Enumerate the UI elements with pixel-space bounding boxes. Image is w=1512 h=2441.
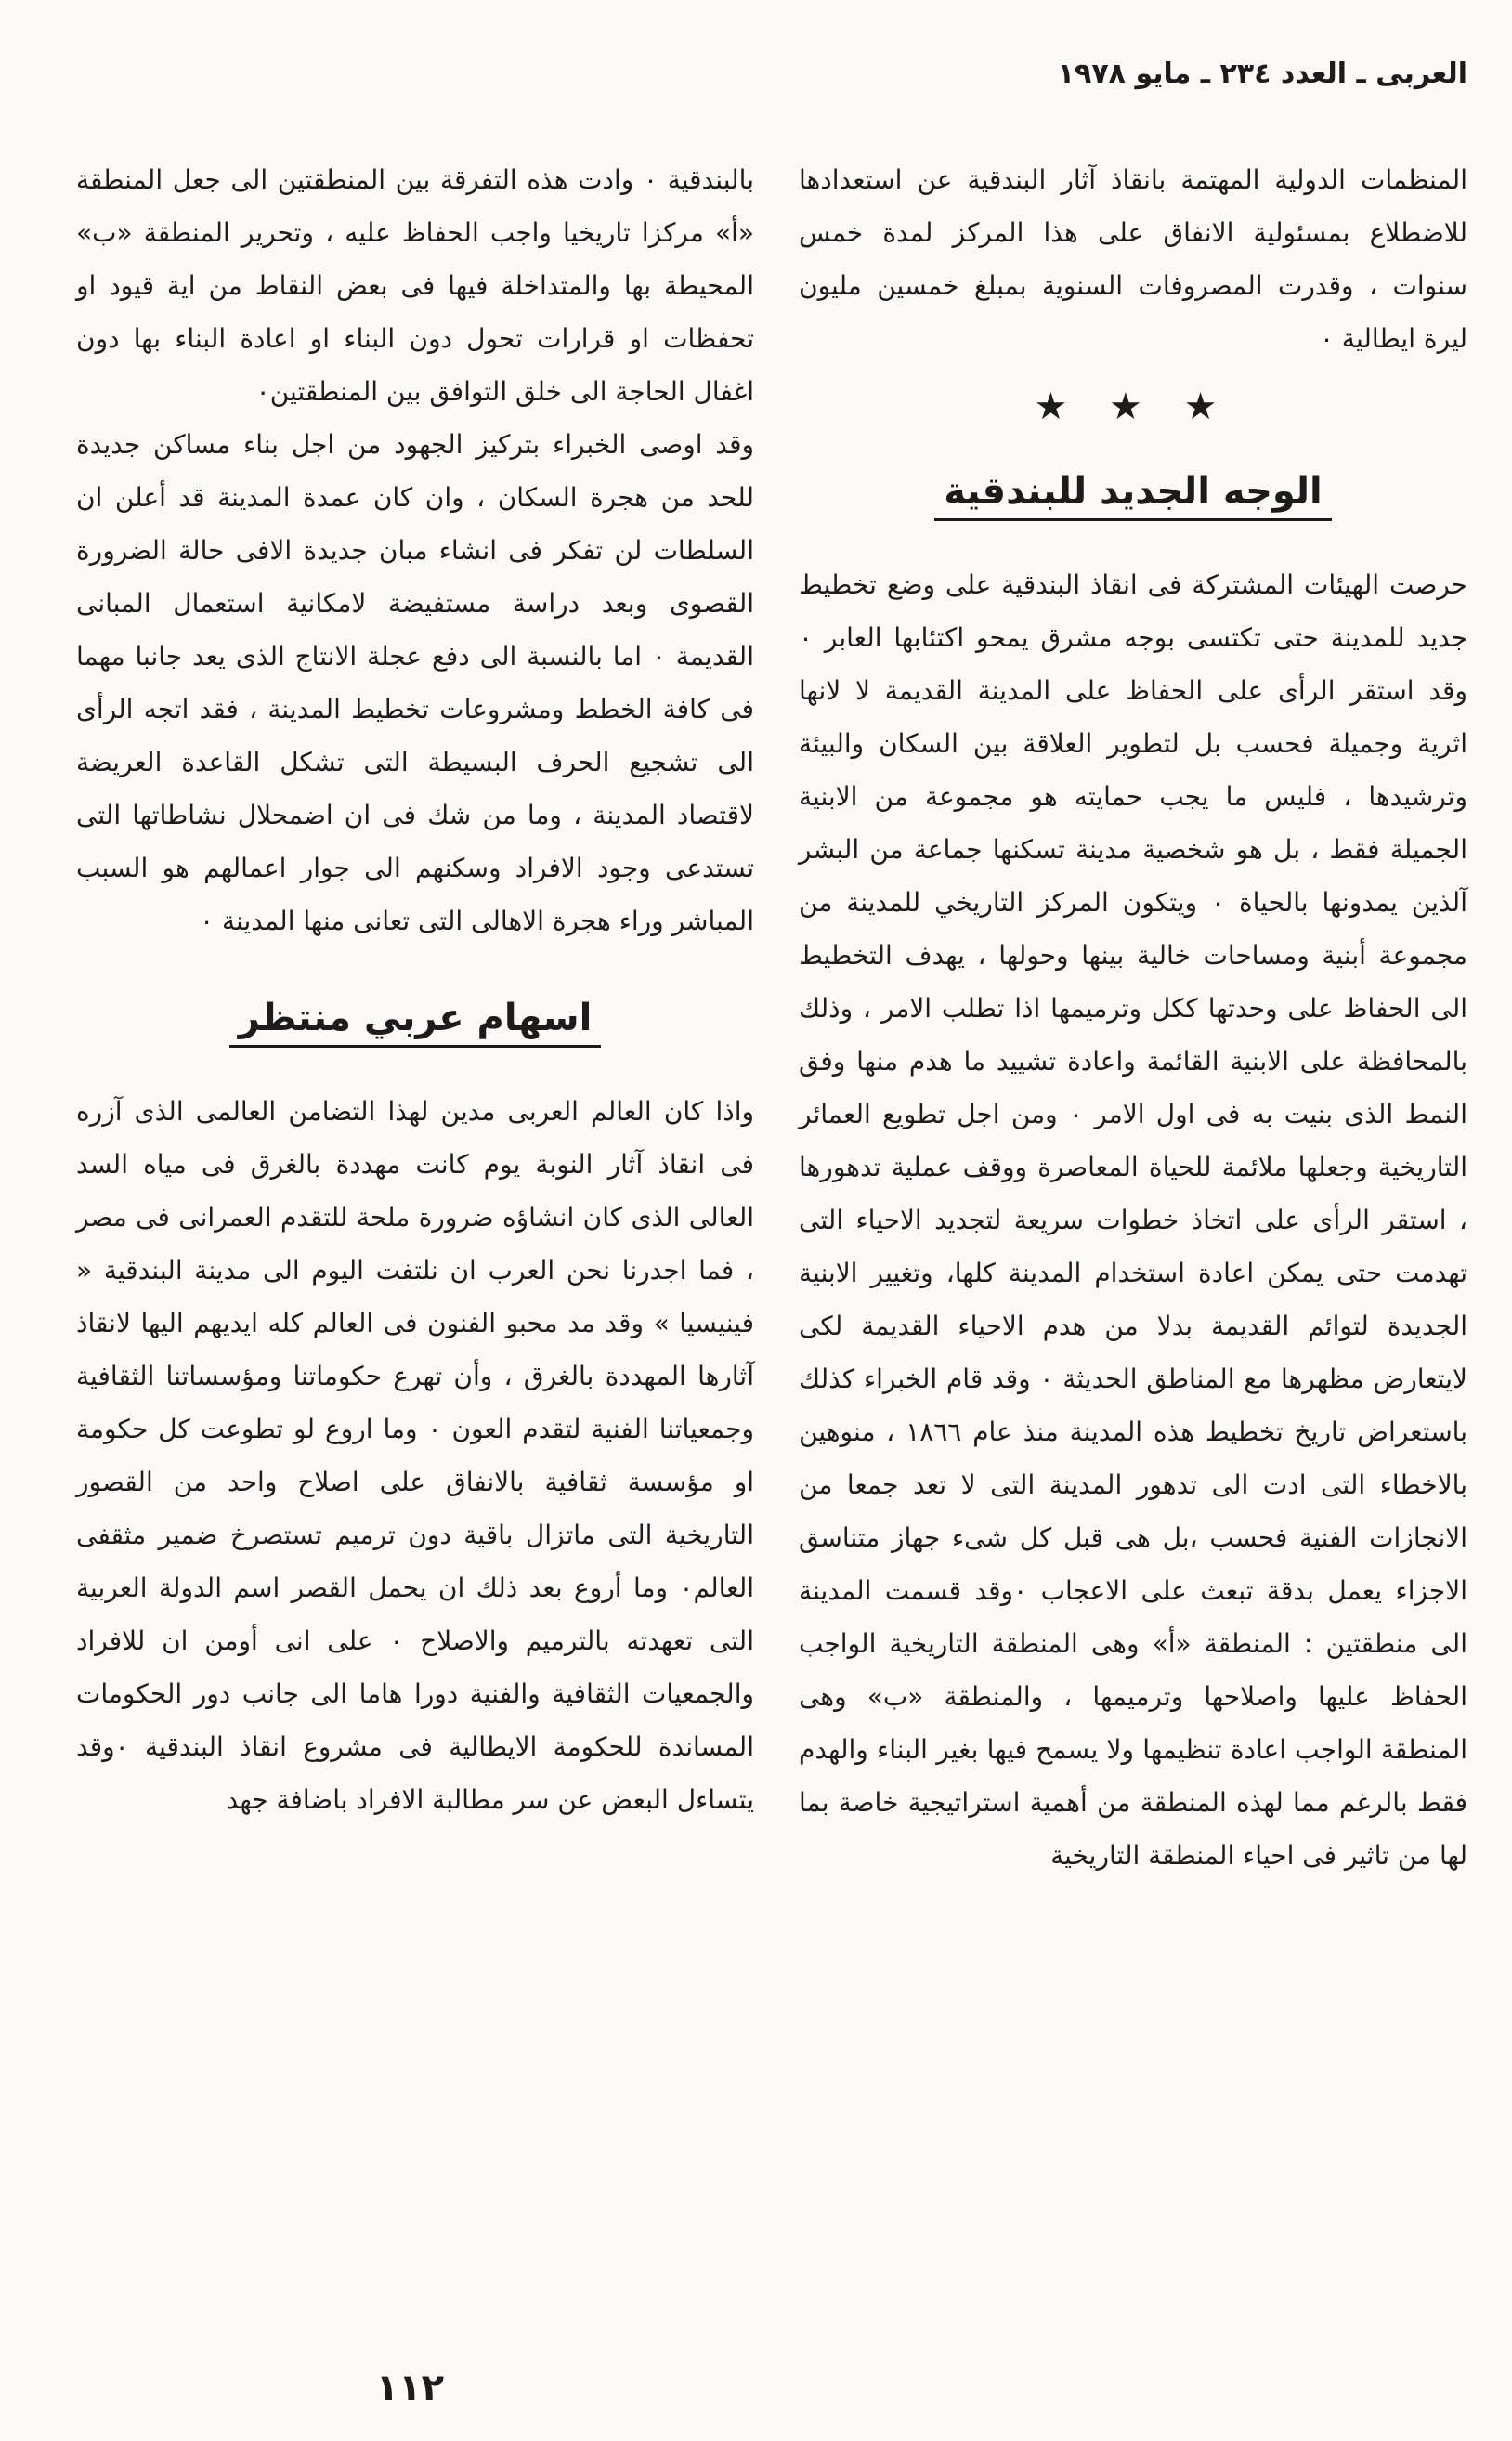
left-column — [76, 153, 754, 1826]
paragraph-3: واذا كان العالم العربى مدين لهذا التضامن العالمى الذى آزره فى انقاذ آثار النوبة يوم كانت مهددة بالغرق فى مياه السد العالى الذى كان انشاؤه ضرورة ملحة للتقدم العمرانى فى مصر ، فما اجدرنا نحن العرب ان نلتفت اليوم الى مدينة البندقية « فينيسيا » وقد مد محبو الفنون فى العالم كله ايديهم اليها لانقاذ آثارها المهددة بالغرق ، وأن تهرع حكوماتنا ومؤسساتنا الثقافية وجمعياتنا الفنية لتقدم العون ٠ وما اروع لو تطوعت كل حكومة او مؤسسة ثقافية بالانفاق على اصلاح واحد من القصور التاريخية التى ماتزال باقية دون ترميم تستصرخ ضمير مثقفى العالم٠ وما أروع بعد ذلك ان يحمل القصر اسم الدولة العربية التى تعهدته بالترميم والاصلاح ٠ على انى أومن ان للافراد والجمعيات الثقافية والفنية دورا هاما الى جانب دور الحكومات المساندة للحكومة الايطالية فى مشروع انقاذ البندقية ٠وقد يتساءل البعض عن سر مطالبة الافراد باضافة جهد — [76, 1096, 754, 1815]
paragraph-1: بالبندقية ٠ وادت هذه التفرقة بين المنطقتين الى جعل المنطقة «أ» مركزا تاريخيا واجب الحفاظ عليه ، وتحرير المنطقة «ب» المحيطة بها والمتداخلة فيها فى بعض النقاط من اية قيود او تحفظات او قرارات تحول دون البناء او اعادة البناء بها دون اغفال الحاجة الى خلق التوافق بين المنطقتين٠ — [76, 164, 754, 407]
body-paragraph: حرصت الهيئات المشتركة فى انقاذ البندقية على وضع تخطيط جديد للمدينة حتى تكتسى بوجه مشرق يمحو اكتئابها العابر ٠ وقد استقر الرأى على الحفاظ على المدينة القديمة لا لانها اثرية وجميلة فحسب بل لتطوير العلاقة بين السكان والبيئة وترشيدها ، فليس ما يجب حمايته هو مجموعة من الابنية الجميلة فقط ، بل هو شخصية مدينة تسكنها جماعة من البشر آلذين يمدونها بالحياة ٠ ويتكون المركز التاريخي للمدينة من مجموعة أبنية ومساحات خالية بينها وحولها ، يهدف التخطيط الى الحفاظ على وحدتها ككل وترميمها اذا تطلب الامر ، وذلك بالمحافظة على الابنية القائمة واعادة تشييد ما هدم منها وفق النمط الذى بنيت به فى اول الامر ٠ ومن اجل تطويع العمائر التاريخية وجعلها ملائمة للحياة المعاصرة ووقف عملية تدهورها ، استقر الرأى على اتخاذ خطوات سريعة لتجديد الاحياء التى تهدمت حتى يمكن اعادة استخدام المدينة كلها، وتغيير الابنية الجديدة لتوائم القديمة بدلا من هدم الاحياء القديمة لكى لايتعارض مظهرها مع المناطق الحديثة ٠ وقد قام الخبراء كذلك باستعراض تاريخ تخطيط هذه المدينة منذ عام ١٨٦٦ ، منوهين بالاخطاء التى ادت الى تدهور المدينة التى لا تعد جمعا من الانجازات الفنية فحسب ،بل هى قبل كل شىء جهاز متناسق الاجزاء يعمل بدقة تبعث على الاعجاب ٠وقد قسمت المدينة الى منطقتين : المنطقة «أ» وهى المنطقة التاريخية الواجب الحفاظ عليها واصلاحها وترميمها ، والمنطقة «ب» وهى المنطقة الواجب اعادة تنظيمها ولا يسمح فيها بغير البناء والهدم فقط بالرغم مما لهذه المنطقة من أهمية استراتيجية خاصة بما لها من تاثير فى احياء المنطقة التاريخية — [799, 569, 1467, 1871]
page-number: ١١٢ — [375, 2367, 444, 2409]
running-head: العربى ـ العدد ٢٣٤ ـ مايو ١٩٧٨ — [1057, 58, 1467, 90]
right-column — [799, 153, 1467, 1882]
section-heading-arab-contribution — [76, 975, 754, 1068]
paragraph-2: وقد اوصى الخبراء بتركيز الجهود من اجل بناء مساكن جديدة للحد من هجرة السكان ، وان كان عمدة المدينة قد أعلن ان السلطات لن تفكر فى انشاء مبان جديدة الافى حالة الضرورة القصوى وبعد دراسة مستفيضة لامكانية استعمال المبانى القديمة ٠ اما بالنسبة الى دفع عجلة الانتاج الذى يعد جانبا مهما فى كافة الخطط ومشروعات تخطيط المدينة ، فقد اتجه الرأى الى تشجيع الحرف البسيطة التى تشكل القاعدة العريضة لاقتصاد المدينة ، وما من شك فى ان اضمحلال نشاطاتها التى تستدعى وجود الافراد وسكنهم الى جوار اعمالهم هو السبب المباشر وراء هجرة الاهالى التى تعانى منها المدينة ٠ — [76, 429, 754, 936]
section-heading-text: اسهام عربي منتظر — [229, 997, 602, 1048]
section-separator: ★ ★ ★ — [1034, 385, 1232, 428]
intro-paragraph: المنظمات الدولية المهتمة بانقاذ آثار البندقية عن استعدادها للاضطلاع بمسئولية الانفاق على هذا المركز لمدة خمس سنوات ، وقدرت المصروفات السنوية بمبلغ خمسين مليون ليرة ايطالية ٠ — [799, 164, 1467, 354]
section-heading-new-face — [799, 449, 1467, 542]
section-heading-text: الوجه الجديد للبندقية — [934, 470, 1331, 521]
